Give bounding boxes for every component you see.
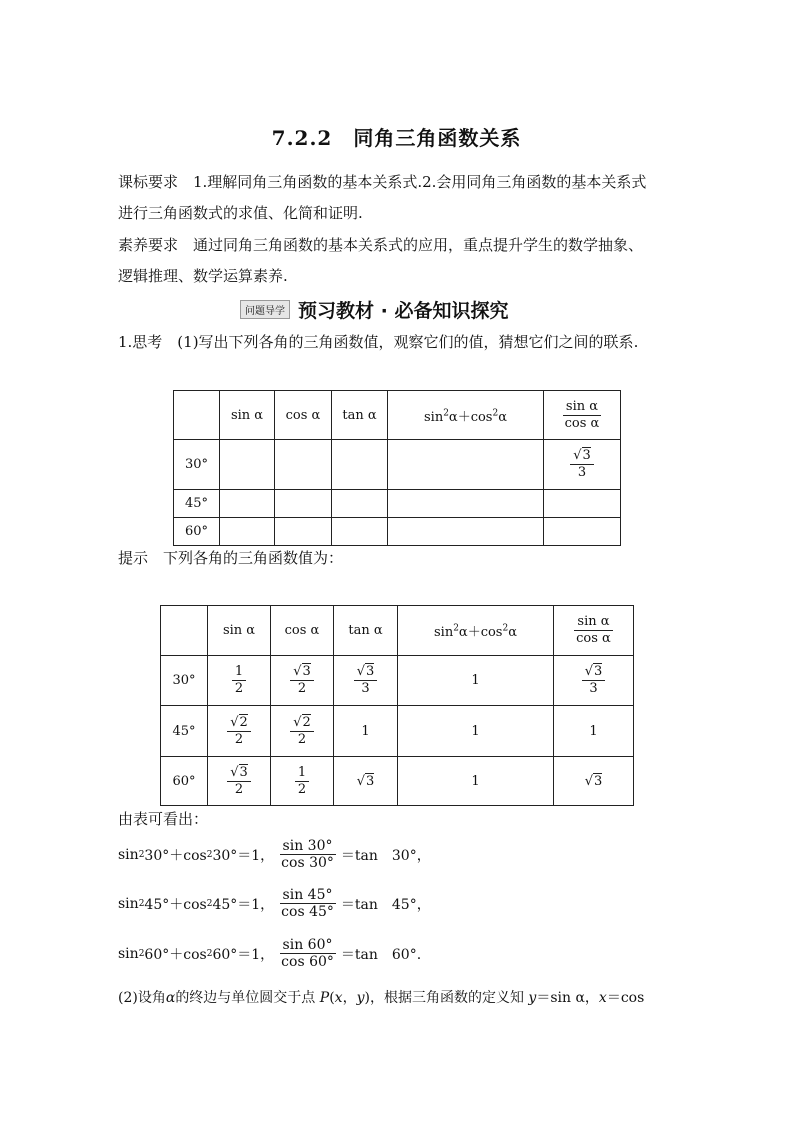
ratio-30-value: $\frac{√3}{3}$ [544, 440, 621, 490]
header-sin: sin α [208, 606, 271, 656]
header-tan: tan α [332, 391, 388, 440]
banner-tag: 问题导学 [240, 300, 290, 319]
header-cos: cos α [275, 391, 332, 440]
angle-30: 30° [174, 440, 220, 490]
corner-cell [174, 391, 220, 440]
header-sin: sin α [220, 391, 275, 440]
value-table [160, 605, 634, 806]
table-row: 45° $\frac{√2}{2}$ $\frac{√2}{2}$ 1 1 1 [161, 706, 634, 757]
requirement-line-1: 课标要求 1.理解同角三角函数的基本关系式.2.会用同角三角函数的基本关系式 [118, 173, 647, 191]
header-identity: $\sin^2\alpha+\cos^2\alpha$ [398, 606, 554, 656]
literacy-line-1: 素养要求 通过同角三角函数的基本关系式的应用，重点提升学生的数学抽象、 [118, 236, 644, 254]
equation-30: sin 2 30°＋cos 2 30°＝1， $\frac{\sin 30^\circ}{\cos 30^\circ}$ ＝tan 30°， [118, 838, 431, 871]
header-tan: tan α [334, 606, 398, 656]
angle-60: 60° [174, 518, 220, 546]
banner-text: 预习教材 · 必备知识探究 [298, 299, 509, 322]
section-banner [240, 296, 508, 322]
observation-text: 由表可看出： [118, 810, 209, 828]
requirement-line-2: 进行三角函数式的求值、化简和证明. [118, 204, 363, 222]
header-cos: cos α [271, 606, 334, 656]
part-2-text: (2)设角α的终边与单位圆交于点 P(x，y)，根据三角函数的定义知 y＝sin α，x＝cos [118, 990, 645, 1006]
page-title: 7.2.2 同角三角函数关系 [271, 126, 522, 150]
table-row: 60° $\frac{√3}{2}$ $\frac{1}{2}$ √3 1 √3 [161, 757, 634, 806]
table-row: 30° $\frac{1}{2}$ $\frac{√3}{2}$ $\frac{√3}{3}$ 1 $\frac{√3}{3}$ [161, 656, 634, 706]
think-question: 1.思考 (1)写出下列各角的三角函数值，观察它们的值，猜想它们之间的联系. [118, 333, 639, 351]
hint-text: 提示 下列各角的三角函数值为： [118, 549, 344, 567]
header-ratio: $\frac{\text{sin α}}{\text{cos α}}$ [544, 391, 621, 440]
literacy-line-2: 逻辑推理、数学运算素养. [118, 267, 288, 285]
equation-45: sin 2 45°＋cos 2 45°＝1， $\frac{\sin 45^\circ}{\cos 45^\circ}$ ＝tan 45°， [118, 887, 431, 920]
equation-60: sin 2 60°＋cos 2 60°＝1， $\frac{\sin 60^\circ}{\cos 60^\circ}$ ＝tan 60°. [118, 937, 422, 970]
header-identity: $\sin^2\alpha+\cos^2\alpha$ [388, 391, 544, 440]
corner-cell [161, 606, 208, 656]
angle-45: 45° [174, 490, 220, 518]
header-ratio: $\frac{\text{sin α}}{\text{cos α}}$ [554, 606, 634, 656]
blank-table [173, 390, 621, 546]
